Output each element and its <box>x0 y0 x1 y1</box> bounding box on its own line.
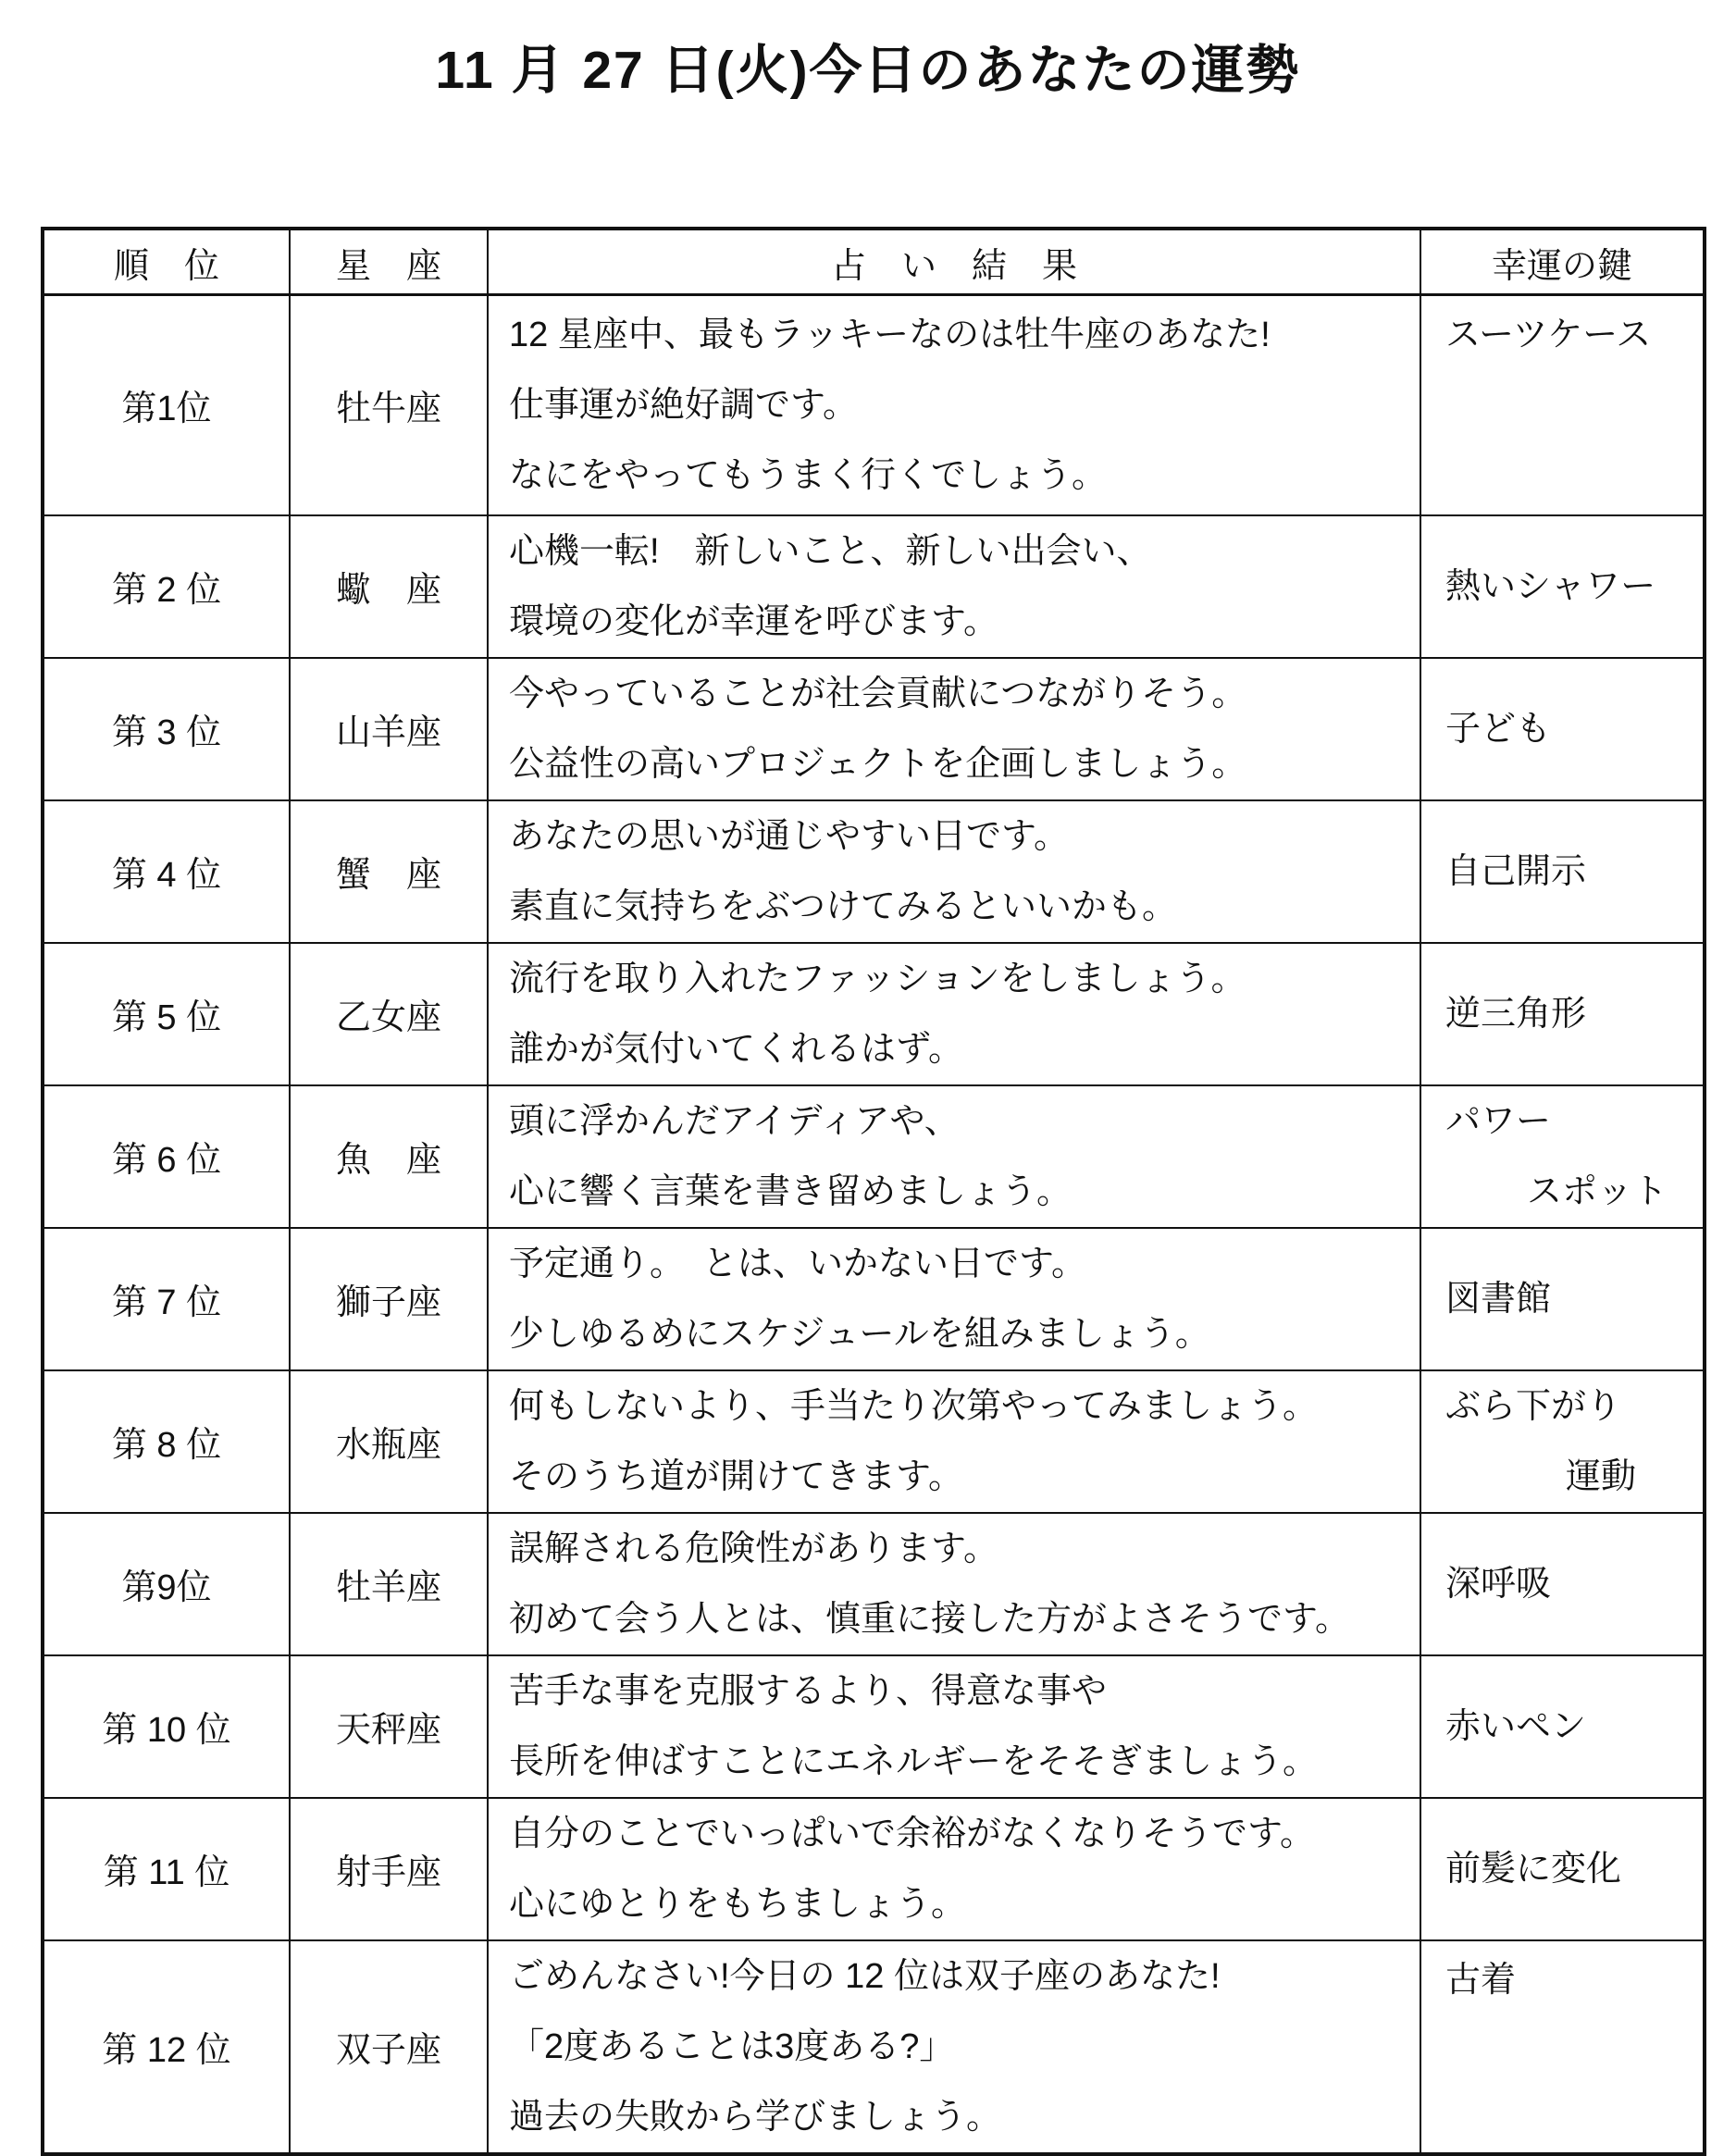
fortune-cell <box>488 1940 1420 2154</box>
table-row <box>43 658 1705 800</box>
lucky-key-line: パワー <box>1445 1101 1552 1141</box>
table-row <box>43 1513 1705 1655</box>
rank-cell: 第 8 位 <box>43 1370 290 1513</box>
lucky-key-cell <box>1420 1513 1705 1655</box>
lucky-key-line: 図書館 <box>1445 1279 1552 1319</box>
lucky-key-line: スポット <box>1527 1171 1668 1211</box>
fortune-cell <box>488 1798 1420 1940</box>
fortune-cell <box>488 1370 1420 1513</box>
table-row <box>43 515 1705 658</box>
lucky-key-cell <box>1420 1798 1705 1940</box>
lucky-key-cell <box>1420 943 1705 1085</box>
fortune-line: 苦手な事を克服するより、得意な事や <box>509 1671 1108 1711</box>
fortune-line: 誰かが気付いてくれるはず。 <box>509 1029 963 1069</box>
fortune-line: そのうち道が開けてきます。 <box>509 1456 963 1496</box>
fortune-cell <box>488 1513 1420 1655</box>
table-row <box>43 943 1705 1085</box>
sign-cell: 天秤座 <box>290 1655 488 1798</box>
fortune-line: 少しゆるめにスケジュールを組みましょう。 <box>509 1314 1210 1354</box>
table-row <box>43 295 1705 515</box>
fortune-line: 「2度あることは3度ある?」 <box>509 2026 955 2066</box>
table-row <box>43 800 1705 943</box>
fortune-line: 初めて会う人とは、慎重に接した方がよさそうです。 <box>509 1599 1350 1639</box>
lucky-key-line: 自己開示 <box>1445 851 1587 891</box>
fortune-line: 心機一転! 新しいこと、新しい出会い、 <box>509 531 1152 571</box>
sign-cell: 射手座 <box>290 1798 488 1940</box>
fortune-line: 環境の変化が幸運を呼びます。 <box>509 601 998 641</box>
rank-cell: 第 4 位 <box>43 800 290 943</box>
lucky-key-cell <box>1420 295 1705 515</box>
header-fortune: 占 い 結 果 <box>488 229 1420 295</box>
sign-cell: 牡羊座 <box>290 1513 488 1655</box>
rank-cell: 第9位 <box>43 1513 290 1655</box>
lucky-key-line: 赤いペン <box>1445 1706 1587 1746</box>
rank-cell: 第 3 位 <box>43 658 290 800</box>
lucky-key-cell <box>1420 515 1705 658</box>
sign-cell: 双子座 <box>290 1940 488 2154</box>
lucky-key-cell <box>1420 1655 1705 1798</box>
lucky-key-line: 運動 <box>1566 1456 1637 1496</box>
fortune-line: 過去の失敗から学びましょう。 <box>509 2097 1002 2137</box>
fortune-line: 長所を伸ばすことにエネルギーをそそぎましょう。 <box>509 1741 1319 1781</box>
table-row <box>43 1085 1705 1228</box>
lucky-key-line: 古着 <box>1445 1960 1517 2000</box>
lucky-key-cell <box>1420 1940 1705 2154</box>
fortune-line: ごめんなさい!今日の 12 位は双子座のあなた! <box>509 1956 1221 1996</box>
table-row <box>43 1940 1705 2154</box>
lucky-key-line: ぶら下がり <box>1445 1386 1622 1426</box>
fortune-line: 心に響く言葉を書き留めましょう。 <box>509 1171 1073 1211</box>
fortune-line: 流行を取り入れたファッションをしましょう。 <box>509 959 1246 998</box>
lucky-key-line: スーツケース <box>1445 316 1652 354</box>
rank-cell: 第1位 <box>43 295 290 515</box>
rank-cell: 第 10 位 <box>43 1655 290 1798</box>
fortune-line: 何もしないより、手当たり次第やってみましょう。 <box>509 1386 1319 1426</box>
lucky-key-cell <box>1420 1085 1705 1228</box>
fortune-line: 自分のことでいっぱいで余裕がなくなりそうです。 <box>509 1814 1315 1853</box>
fortune-cell <box>488 1085 1420 1228</box>
rank-cell: 第 5 位 <box>43 943 290 1085</box>
fortune-cell <box>488 800 1420 943</box>
sign-cell: 乙女座 <box>290 943 488 1085</box>
header-lucky-key: 幸運の鍵 <box>1420 229 1705 295</box>
fortune-line: 予定通り。 とは、いかない日です。 <box>509 1244 1086 1283</box>
fortune-line: 12 星座中、最もラッキーなのは牡牛座のあなた! <box>509 315 1271 354</box>
fortune-cell <box>488 943 1420 1085</box>
rank-cell: 第 7 位 <box>43 1228 290 1370</box>
header-rank: 順 位 <box>43 229 290 295</box>
lucky-key-line: 深呼吸 <box>1445 1564 1552 1604</box>
table-row <box>43 1370 1705 1513</box>
lucky-key-line: 子ども <box>1445 709 1552 749</box>
lucky-key-cell <box>1420 1370 1705 1513</box>
fortune-cell <box>488 1655 1420 1798</box>
header-sign: 星 座 <box>290 229 488 295</box>
sign-cell: 山羊座 <box>290 658 488 800</box>
lucky-key-line: 熱いシャワー <box>1445 566 1656 606</box>
fortune-line: あなたの思いが通じやすい日です。 <box>509 816 1069 856</box>
sign-cell: 水瓶座 <box>290 1370 488 1513</box>
table-row <box>43 1655 1705 1798</box>
rank-cell: 第 11 位 <box>43 1798 290 1940</box>
lucky-key-cell <box>1420 1228 1705 1370</box>
fortune-line: 素直に気持ちをぶつけてみるといいかも。 <box>509 886 1178 926</box>
rank-cell: 第 12 位 <box>43 1940 290 2154</box>
fortune-table <box>41 227 1706 2156</box>
lucky-key-cell <box>1420 658 1705 800</box>
fortune-cell <box>488 1228 1420 1370</box>
fortune-line: 誤解される危険性があります。 <box>509 1529 998 1568</box>
fortune-cell <box>488 658 1420 800</box>
fortune-line: 公益性の高いプロジェクトを企画しましょう。 <box>509 744 1247 784</box>
lucky-key-line: 前髪に変化 <box>1445 1849 1622 1889</box>
sign-cell: 獅子座 <box>290 1228 488 1370</box>
lucky-key-cell <box>1420 800 1705 943</box>
sign-cell: 蟹 座 <box>290 800 488 943</box>
header-row <box>43 229 1705 295</box>
fortune-line: 今やっていることが社会貢献につながりそう。 <box>509 674 1247 713</box>
table-row <box>43 1228 1705 1370</box>
fortune-cell <box>488 295 1420 515</box>
fortune-cell <box>488 515 1420 658</box>
rank-cell: 第 2 位 <box>43 515 290 658</box>
rank-cell: 第 6 位 <box>43 1085 290 1228</box>
lucky-key-line: 逆三角形 <box>1445 994 1587 1034</box>
sign-cell: 牡牛座 <box>290 295 488 515</box>
sign-cell: 魚 座 <box>290 1085 488 1228</box>
fortune-line: 心にゆとりをもちましょう。 <box>509 1884 967 1924</box>
fortune-line: なにをやってもうまく行くでしょう。 <box>509 455 1108 495</box>
table-row <box>43 1798 1705 1940</box>
page-title: 11 月 27 日(火)今日のあなたの運勢 <box>435 41 1301 100</box>
fortune-line: 仕事運が絶好調です。 <box>509 385 858 425</box>
sign-cell: 蠍 座 <box>290 515 488 658</box>
fortune-line: 頭に浮かんだアイディアや、 <box>509 1101 960 1141</box>
